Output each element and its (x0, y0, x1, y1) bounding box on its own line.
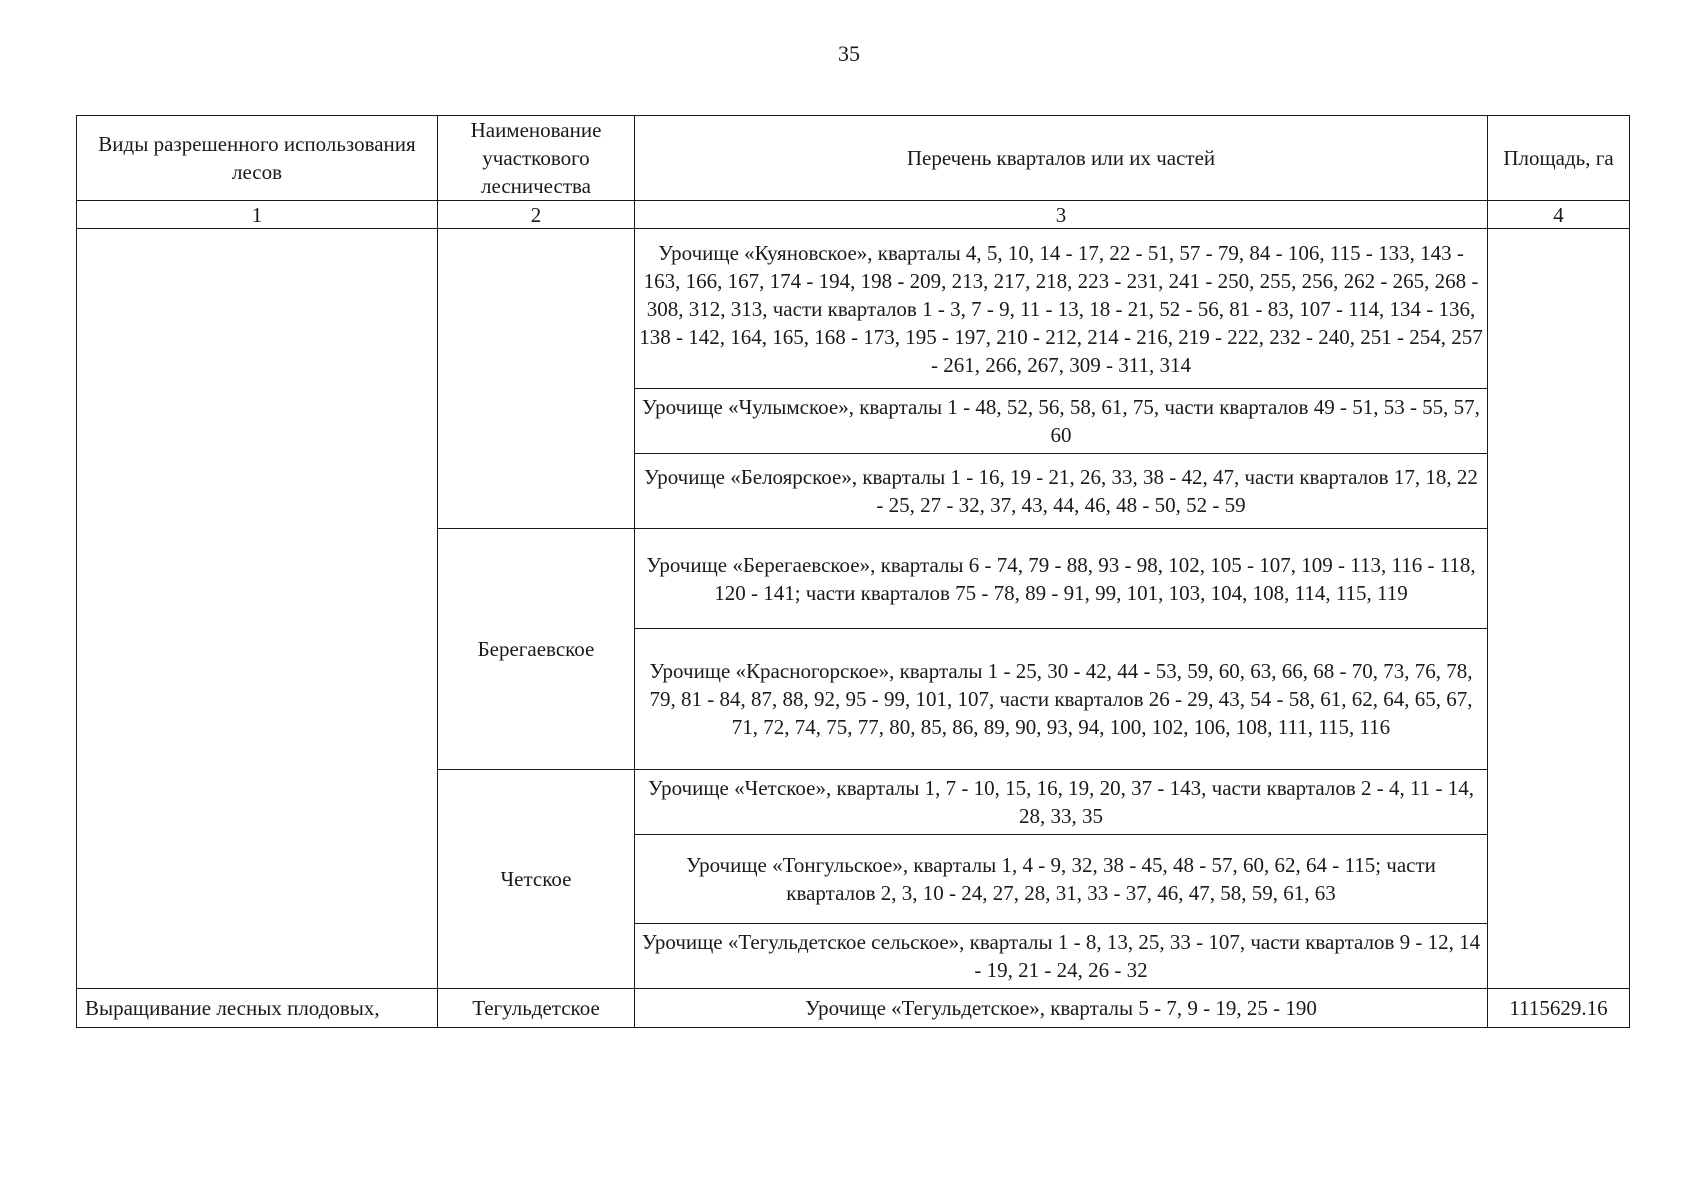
quarters-cell: Урочище «Чулымское», кварталы 1 - 48, 52, 56, 58, 61, 75, части кварталов 49 - 51, 53 - 55, 57, 60 (635, 389, 1488, 454)
forestry-cell: Четское (438, 770, 635, 989)
use-type-cell-empty (77, 229, 438, 989)
quarters-cell: Урочище «Белоярское», кварталы 1 - 16, 19 - 21, 26, 33, 38 - 42, 47, части кварталов 17, 18, 22 - 25, 27 - 32, 37, 43, 44, 46, 48 - 50, 52 - 59 (635, 454, 1488, 529)
quarters-cell: Урочище «Тегульдетское», кварталы 5 - 7, 9 - 19, 25 - 190 (635, 989, 1488, 1028)
forestry-cell: Берегаевское (438, 529, 635, 770)
table-row (77, 989, 1630, 1028)
area-cell-empty (1488, 229, 1630, 989)
quarters-cell: Урочище «Четское», кварталы 1, 7 - 10, 15, 16, 19, 20, 37 - 143, части кварталов 2 - 4, 11 - 14, 28, 33, 35 (635, 770, 1488, 835)
forestry-cell: Тегульдетское (438, 989, 635, 1028)
header-row (77, 116, 1630, 201)
header-use-type: Виды разрешенного использования лесов (77, 116, 438, 201)
table-row (77, 229, 1630, 389)
quarters-cell: Урочище «Берегаевское», кварталы 6 - 74, 79 - 88, 93 - 98, 102, 105 - 107, 109 - 113, 116 - 118, 120 - 141; части кварталов 75 - 78, 89 - 91, 99, 101, 103, 104, 108, 114, 115, 119 (635, 529, 1488, 629)
header-area: Площадь, га (1488, 116, 1630, 201)
column-number: 4 (1488, 201, 1630, 229)
area-cell: 1115629.16 (1488, 989, 1630, 1028)
column-number: 3 (635, 201, 1488, 229)
column-number-row (77, 201, 1630, 229)
quarters-cell: Урочище «Тегульдетское сельское», кварталы 1 - 8, 13, 25, 33 - 107, части кварталов 9 - 12, 14 - 19, 21 - 24, 26 - 32 (635, 924, 1488, 989)
header-forestry-name: Наименование участкового лесничества (438, 116, 635, 201)
forestry-cell-empty (438, 229, 635, 529)
header-quarters-list: Перечень кварталов или их частей (635, 116, 1488, 201)
quarters-cell: Урочище «Тонгульское», кварталы 1, 4 - 9, 32, 38 - 45, 48 - 57, 60, 62, 64 - 115; части кварталов 2, 3, 10 - 24, 27, 28, 31, 33 - 37, 46, 47, 58, 59, 61, 63 (635, 835, 1488, 924)
column-number: 2 (438, 201, 635, 229)
quarters-cell: Урочище «Красногорское», кварталы 1 - 25, 30 - 42, 44 - 53, 59, 60, 63, 66, 68 - 70, 73, 76, 78, 79, 81 - 84, 87, 88, 92, 95 - 99, 101, 107, части кварталов 26 - 29, 43, 54 - 58, 61, 62, 64, 65, 67, 71, 72, 74, 75, 77, 80, 85, 86, 89, 90, 93, 94, 100, 102, 106, 108, 111, 115, 116 (635, 629, 1488, 770)
forest-use-table (76, 115, 1630, 1028)
column-number: 1 (77, 201, 438, 229)
page-number: 35 (838, 41, 860, 66)
use-type-cell: Выращивание лесных плодовых, (77, 989, 438, 1028)
quarters-cell: Урочище «Куяновское», кварталы 4, 5, 10, 14 - 17, 22 - 51, 57 - 79, 84 - 106, 115 - 133, 143 - 163, 166, 167, 174 - 194, 198 - 209, 213, 217, 218, 223 - 231, 241 - 250, 255, 256, 262 - 265, 268 - 308, 312, 313, части кварталов 1 - 3, 7 - 9, 11 - 13, 18 - 21, 52 - 56, 81 - 83, 107 - 114, 134 - 136, 138 - 142, 164, 165, 168 - 173, 195 - 197, 210 - 212, 214 - 216, 219 - 222, 232 - 240, 251 - 254, 257 - 261, 266, 267, 309 - 311, 314 (635, 229, 1488, 389)
